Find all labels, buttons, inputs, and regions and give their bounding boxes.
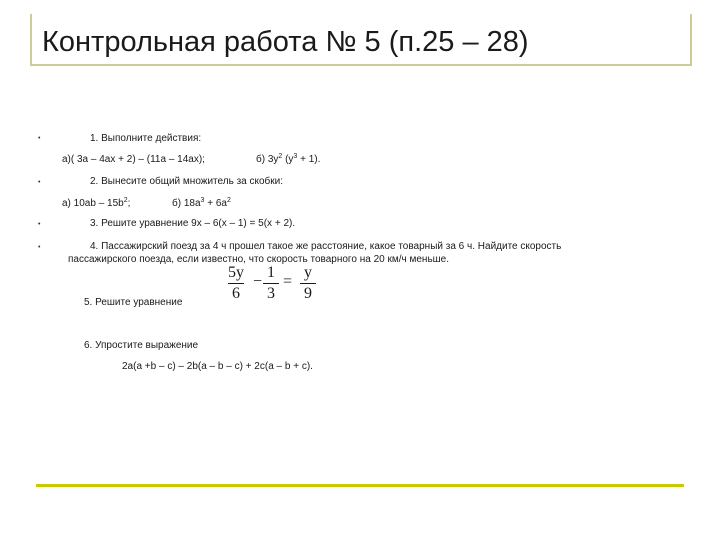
equals-operator: = bbox=[283, 273, 293, 290]
denominator: 6 bbox=[232, 285, 240, 302]
numerator: 1 bbox=[267, 264, 275, 281]
slide-title: Контрольная работа № 5 (п.25 – 28) bbox=[42, 26, 529, 58]
bullet-marker: • bbox=[38, 244, 41, 251]
bullet-marker: • bbox=[38, 135, 41, 142]
fraction-bar bbox=[228, 283, 244, 284]
task-4-line-2: пассажирского поезда, если известно, что скорость товарного на 20 км/ч меньше. bbox=[68, 254, 450, 265]
task-2-part-b: б) $18a^3 + 6a^2$ bbox=[172, 197, 231, 209]
fraction-bar bbox=[263, 283, 279, 284]
denominator: 3 bbox=[267, 285, 275, 302]
task-6-heading: 6. Упростите выражение bbox=[84, 340, 199, 351]
fraction-bar bbox=[300, 283, 316, 284]
task-5-equation bbox=[227, 264, 327, 308]
task-3-text: 3. Решите уравнение 9x – 6(x – 1) = 5(x + 2). bbox=[90, 218, 296, 229]
footer-rule bbox=[36, 484, 684, 487]
numerator: y bbox=[304, 264, 312, 281]
task-1-part-a: а)( 3a – 4ax + 2) – (11a – 14ax); bbox=[62, 154, 205, 165]
numerator: 5y bbox=[228, 264, 244, 281]
task-5-heading: 5. Решите уравнение bbox=[84, 297, 183, 308]
task-2-heading: 2. Вынесите общий множитель за скобки: bbox=[90, 176, 284, 187]
minus-operator: − bbox=[253, 273, 263, 290]
title-frame-right bbox=[690, 14, 692, 64]
task-4-line-1: 4. Пассажирский поезд за 4 ч прошел такое же расстояние, какое товарный за 6 ч. Найдите скорость bbox=[90, 241, 562, 252]
task-1-heading: 1. Выполните действия: bbox=[90, 133, 202, 144]
task-6-expression: 2a(a +b – c) – 2b(a – b – c) + 2c(a – b + c). bbox=[122, 361, 313, 372]
task-1-part-b: б) $3y^2$ $(y^3 + 1)$. bbox=[256, 153, 321, 165]
bullet-marker: • bbox=[38, 221, 41, 228]
title-underline bbox=[30, 64, 692, 66]
bullet-marker: • bbox=[38, 179, 41, 186]
title-frame-left bbox=[30, 14, 32, 64]
denominator: 9 bbox=[304, 285, 312, 302]
task-2-part-a: а) $10ab - 15b^2$; bbox=[62, 197, 131, 209]
